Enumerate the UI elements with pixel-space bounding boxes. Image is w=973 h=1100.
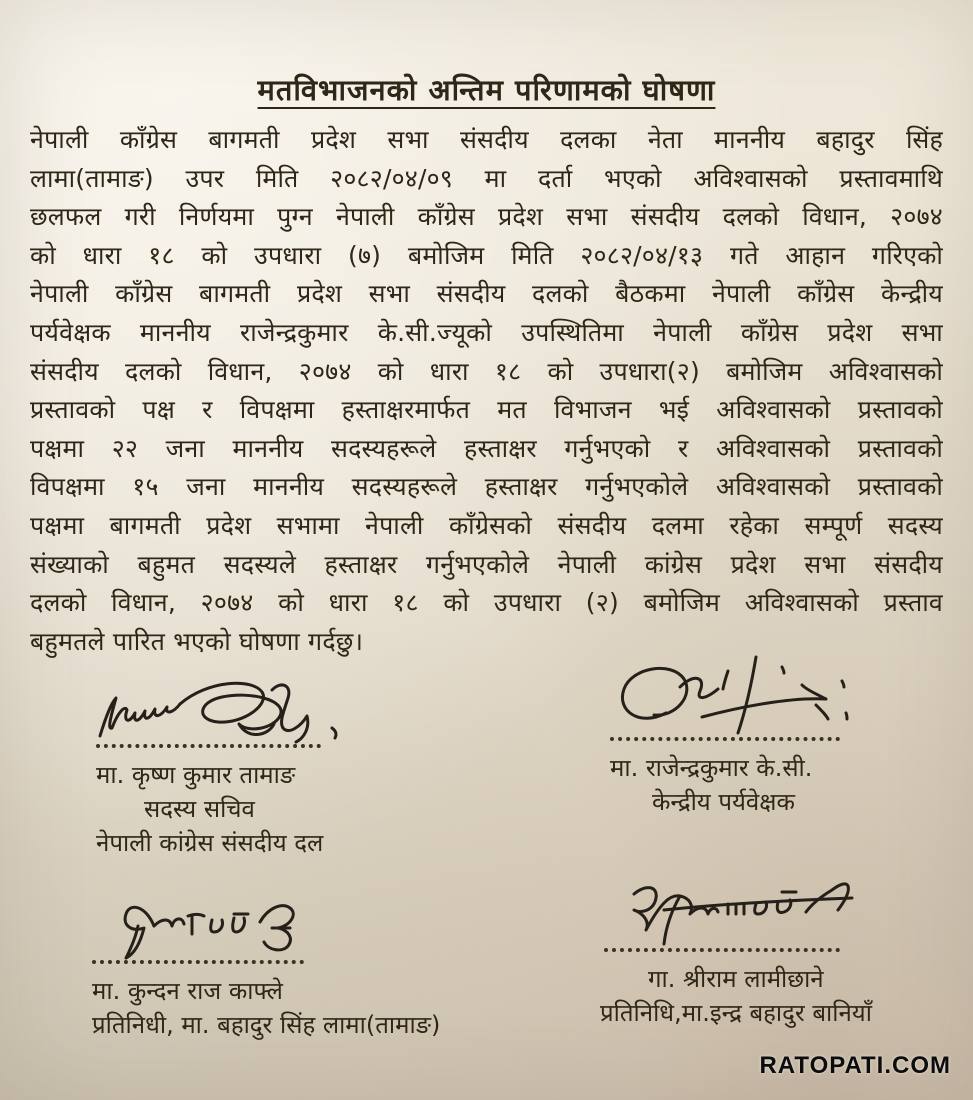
- signatory-block-1: [96, 678, 396, 860]
- signatory-role: प्रतिनिधी, मा. बहादुर सिंह लामा(तामाङ): [92, 1011, 441, 1039]
- signature-dotted-line: [96, 744, 321, 748]
- signatory-role: सदस्य सचिव: [144, 795, 255, 823]
- signatory-role: केन्द्रीय पर्यवेक्षक: [652, 788, 795, 816]
- signatory-org: नेपाली कांग्रेस संसदीय दल: [96, 829, 324, 857]
- body-line: विपक्षमा १५ जना माननीय सदस्यहरूले हस्ताक्षर गर्नुभएकोले अविश्वासको प्रस्तावको: [30, 472, 943, 502]
- signature-dotted-line: [92, 960, 304, 964]
- document-title: मतविभाजनको अन्तिम परिणामको घोषणा: [257, 73, 716, 107]
- signatory-role: प्रतिनिधि,मा.इन्द्र बहादुर बानियाँ: [600, 999, 872, 1027]
- body-line: पक्षमा बागमती प्रदेश सभामा नेपाली काँग्रेसको संसदीय दलमा रहेका सम्पूर्ण सदस्य: [30, 510, 943, 540]
- signatory-block-3: [92, 898, 492, 1042]
- signatory-block-4: [600, 880, 970, 1030]
- body-line: संख्याको बहुमत सदस्यले हस्ताक्षर गर्नुभएकोले नेपाली कांग्रेस प्रदेश सभा संसदीय: [30, 549, 943, 579]
- signatory-block-2: [610, 655, 920, 819]
- body-line: दलको विधान, २०७४ को धारा १८ को उपधारा (२) बमोजिम अविश्वासको प्रस्ताव: [30, 588, 943, 618]
- signatory-name: मा. कुन्दन राज काफ्ले: [92, 977, 283, 1005]
- signatory-name: मा. राजेन्द्रकुमार के.सी.: [610, 754, 813, 782]
- body-line: बहुमतले पारित भएको घोषणा गर्दछु।: [30, 626, 364, 656]
- body-line: नेपाली काँग्रेस बागमती प्रदेश सभा संसदीय दलका नेता माननीय बहादुर सिंह: [30, 125, 943, 154]
- body-line: छलफल गरी निर्णयमा पुग्न नेपाली काँग्रेस प्रदेश सभा संसदीय दलको विधान, २०७४: [30, 202, 943, 232]
- body-line: को धारा १८ को उपधारा (७) बमोजिम मिति २०८२/०४/१३ गते आहान गरिएको: [30, 240, 943, 270]
- signature-dotted-line: [610, 737, 840, 741]
- body-line: नेपाली काँग्रेस बागमती प्रदेश सभा संसदीय दलको बैठकमा नेपाली काँग्रेस केन्द्रीय: [30, 279, 943, 309]
- handwritten-signature-icon: [610, 655, 860, 737]
- signature-dotted-line: [604, 948, 840, 952]
- handwritten-signature-icon: [96, 678, 356, 744]
- body-line: पर्यवेक्षक माननीय राजेन्द्रकुमार के.सी.ज्यूको उपस्थितिमा नेपाली काँग्रेस प्रदेश सभा: [30, 317, 943, 347]
- signatory-name: गा. श्रीराम लामीछाने: [648, 965, 824, 993]
- body-line: पक्षमा २२ जना माननीय सदस्यहरूले हस्ताक्षर गर्नुभएको र अविश्वासको प्रस्तावको: [30, 433, 943, 463]
- document-body: [30, 121, 943, 661]
- body-line: प्रस्तावको पक्ष र विपक्षमा हस्ताक्षरमार्फत मत विभाजन भई अविश्वासको प्रस्तावको: [30, 395, 943, 425]
- watermark: RATOPATI.COM: [759, 1052, 951, 1079]
- signatory-name: मा. कृष्ण कुमार तामाङ: [96, 761, 296, 789]
- handwritten-signature-icon: [92, 898, 332, 960]
- body-line: संसदीय दलको विधान, २०७४ को धारा १८ को उपधारा(२) बमोजिम अविश्वासको: [30, 356, 943, 386]
- body-line: लामा(तामाङ) उपर मिति २०८२/०४/०९ मा दर्ता भएको अविश्वासको प्रस्तावमाथि: [30, 163, 943, 193]
- handwritten-signature-icon: [600, 880, 890, 948]
